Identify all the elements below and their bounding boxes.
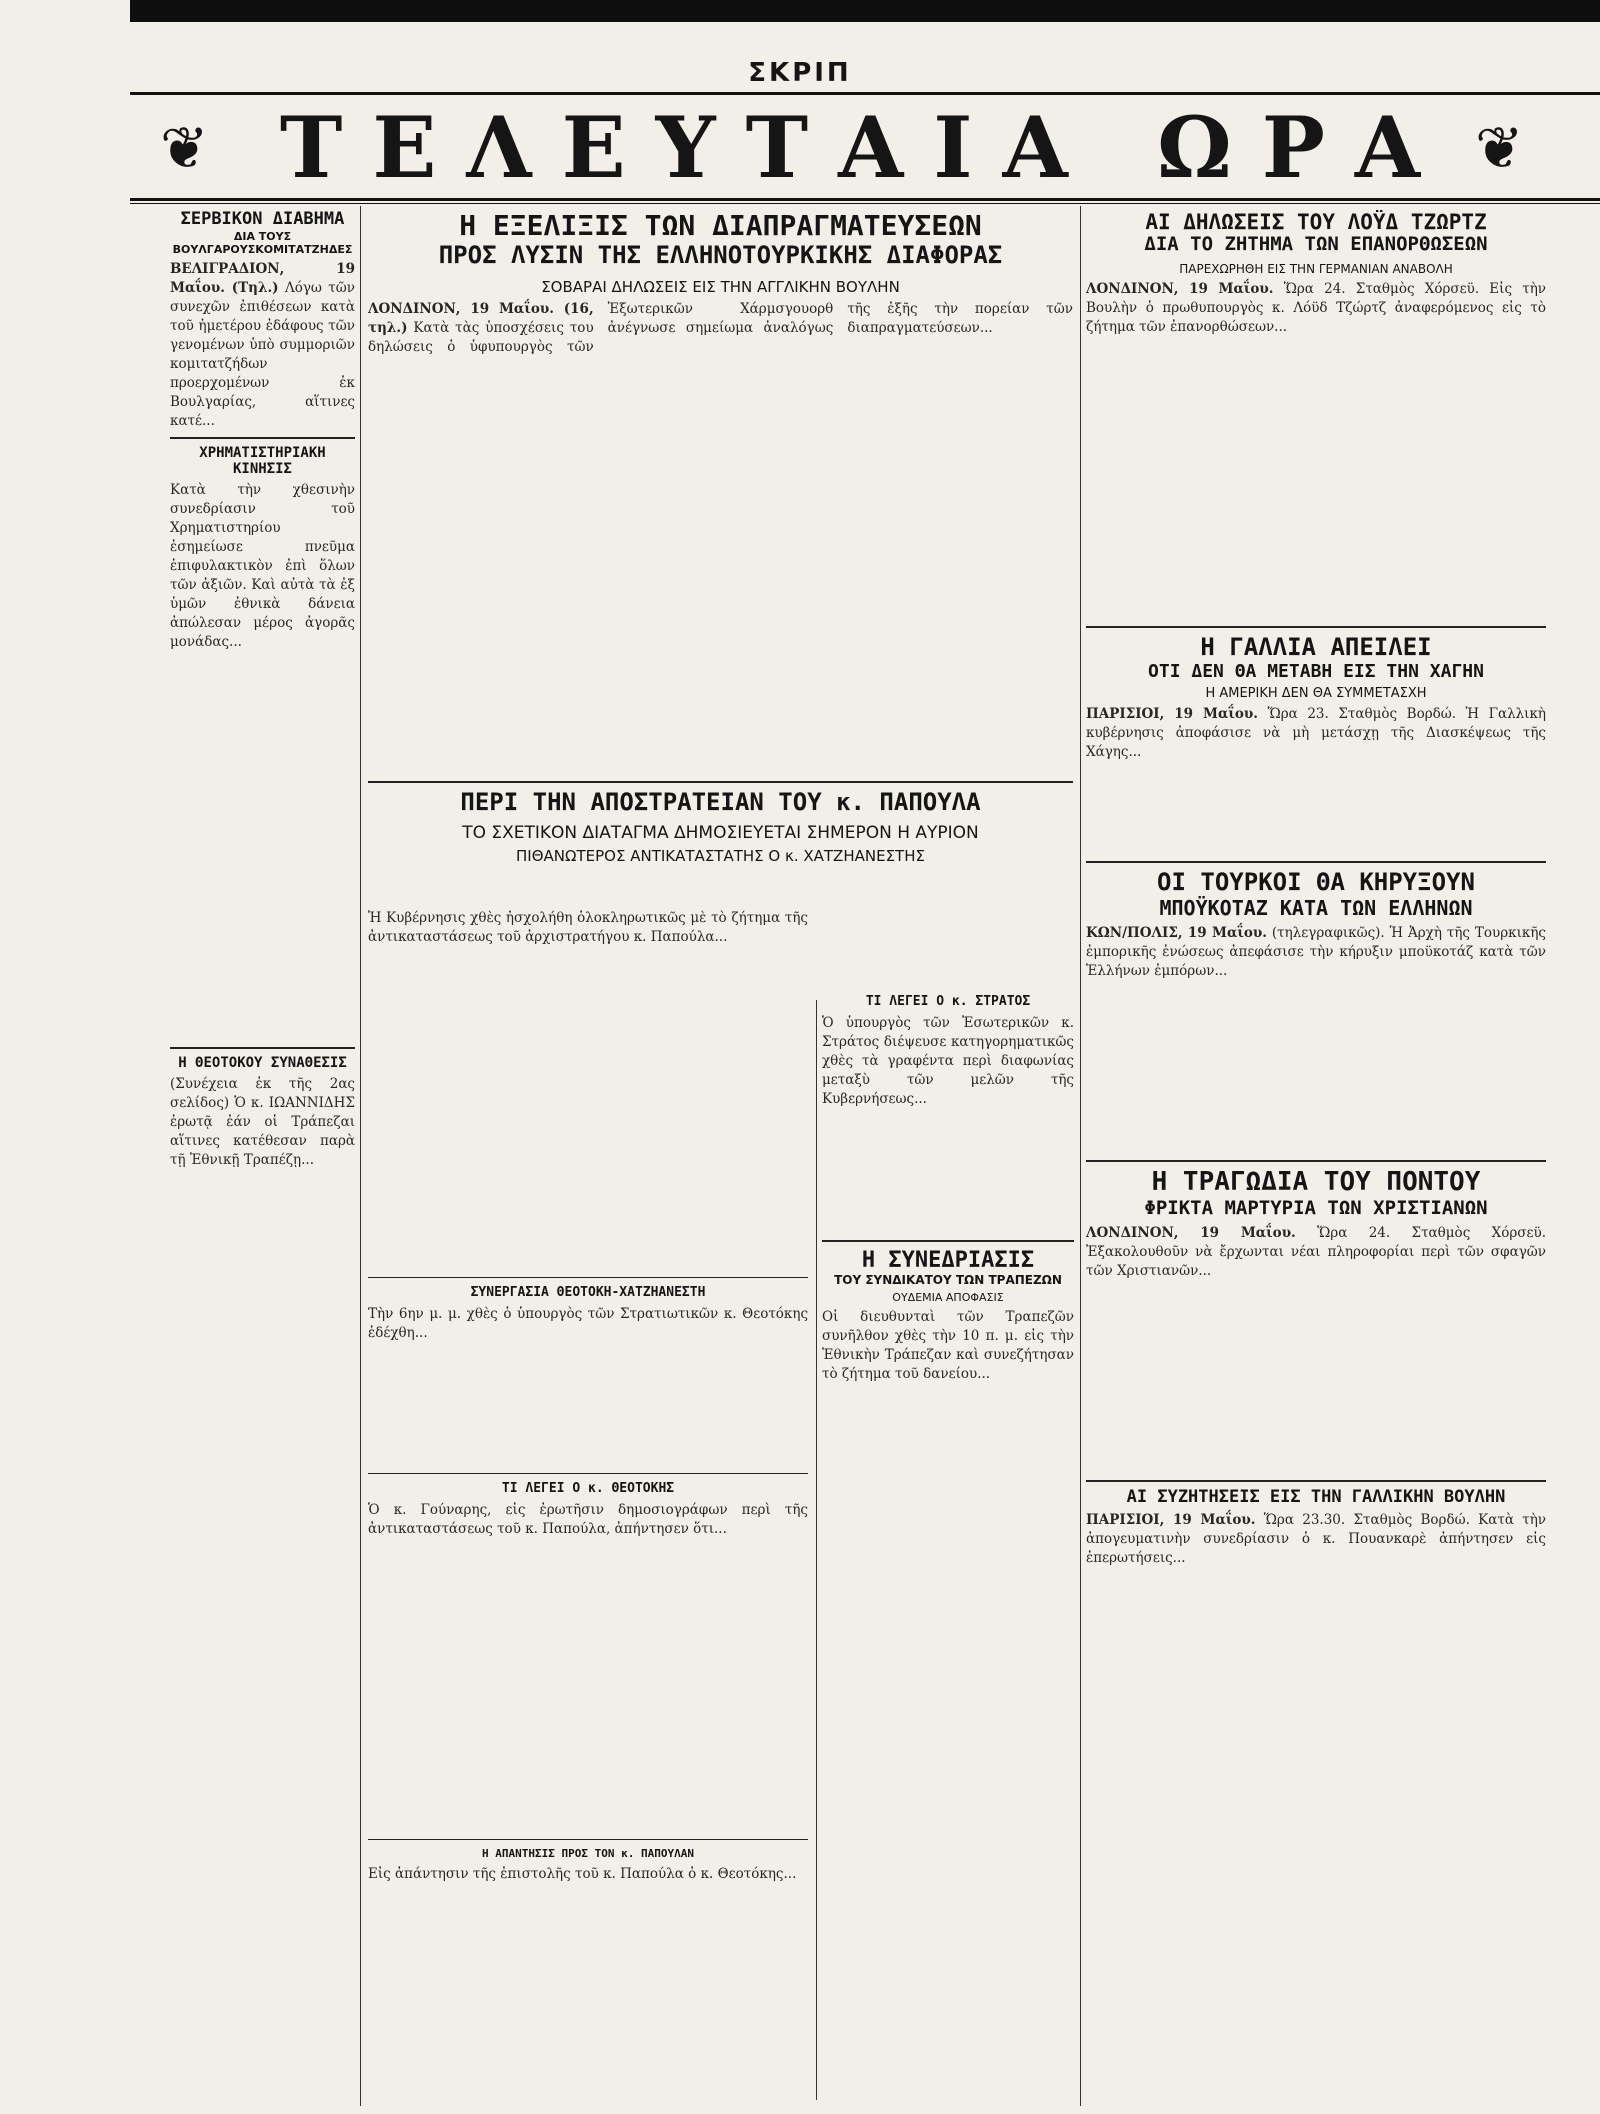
divider	[170, 437, 355, 439]
article-title: ΠΕΡΙ ΤΗΝ ΑΠΟΣΤΡΑΤΕΙΑΝ ΤΟΥ κ. ΠΑΠΟΥΛΑ	[460, 788, 981, 816]
article-dateline: ΒΕΛΙΓΡΑΔΙΟΝ, 19 Μαΐου. (Τηλ.)	[170, 260, 355, 296]
article-subtitle: ΦΡΙΚΤΑ ΜΑΡΤΥΡΙΑ ΤΩΝ ΧΡΙΣΤΙΑΝΩΝ	[1144, 1196, 1488, 1219]
article-title: Η ΘΕΟΤΟΚΟΥ ΣΥΝΑΘΕΣΙΣ	[178, 1054, 347, 1071]
article-text: Κατὰ τὰς ὑποσχέσεις του δηλώσεις ὁ ὑφυπουργὸς τῶν Ἐξωτερικῶν Χάρμσγουορθ ἀνέγνωσε σημείωμα ἀναλόγως τῆς ἐξῆς τὴν πορείαν τῶν διαπραγματεύσεων...	[368, 300, 1073, 355]
column-rule-1	[360, 206, 361, 2106]
column-left	[170, 210, 355, 2100]
article-body	[1086, 1511, 1546, 1568]
top-black-bar	[130, 0, 1600, 22]
article-body	[368, 300, 1073, 620]
article-title: ΤΙ ΛΕΓΕΙ Ο κ. ΘΕΟΤΟΚΗΣ	[501, 1480, 675, 1496]
article-title: ΟΙ ΤΟΥΡΚΟΙ ΘΑ ΚΗΡΥΞΟΥΝ	[1157, 868, 1475, 897]
article-papoulas-header	[368, 775, 1073, 900]
article-title: Η ΑΠΑΝΤΗΣΙΣ ΠΡΟΣ ΤΟΝ κ. ΠΑΠΟΥΛΑΝ	[482, 1846, 694, 1860]
masthead-ornament-left: ❦	[160, 114, 209, 182]
article-text: Ὥρα 23.30. Σταθμὸς Βορδώ. Κατὰ τὴν ἀπογευματινὴν συνεδρίασιν ὁ κ. Πουανκαρὲ ἀπήντησεν εἰς ἐπερωτήσεις...	[1086, 1512, 1546, 1567]
column-rule-2	[1080, 206, 1081, 2106]
article-body	[1086, 280, 1546, 620]
article-subtitle: ΔΙΑ ΤΟ ΖΗΤΗΜΑ ΤΩΝ ΕΠΑΝΟΡΘΩΣΕΩΝ	[1144, 233, 1488, 256]
divider	[368, 1839, 808, 1840]
article-body	[1086, 924, 1546, 1154]
article-dateline: ΠΑΡΙΣΙΟΙ, 19 Μαΐου.	[1086, 706, 1258, 723]
divider	[1086, 861, 1546, 863]
divider	[368, 781, 1073, 783]
article-body: (Συνέχεια ἐκ τῆς 2ας σελίδος) Ὁ κ. ΙΩΑΝΝΙΔΗΣ ἐρωτᾷ ἐάν οἱ Τράπεζαι αἵτινες κατέθεσαν παρὰ τῇ Ἐθνικῇ Τραπέζῃ...	[170, 1075, 355, 1168]
divider	[1086, 1480, 1546, 1482]
column-right	[1086, 210, 1546, 2100]
masthead-small-title: ΣΚΡΙΠ	[748, 58, 852, 88]
article-title: ΑΙ ΔΗΛΩΣΕΙΣ ΤΟΥ ΛΟΫΔ ΤΖΩΡΤΖ	[1145, 210, 1487, 234]
article-body: Οἱ διευθυνταὶ τῶν Τραπεζῶν συνῆλθον χθὲς τὴν 10 π. μ. εἰς τὴν Ἐθνικὴν Τράπεζαν καὶ συνεζήτησαν τὸ ζήτημα τοῦ δανείου...	[822, 1309, 1074, 1383]
article-title-line2: ΠΡΟΣ ΛΥΣΙΝ ΤΗΣ ΕΛΛΗΝΟΤΟΥΡΚΙΚΗΣ ΔΙΑΦΟΡΑΣ	[438, 241, 1003, 270]
divider	[822, 1240, 1074, 1242]
column-center-left	[368, 905, 808, 2100]
article-text: Ὥρα 24. Σταθμὸς Χόρσεϋ. Ἐξακολουθοῦν νὰ ἔρχωνται νέαι πληροφορίαι περὶ τῶν σφαγῶν τῶν Χριστιανῶν...	[1086, 1224, 1546, 1279]
masthead-rule-bottom	[130, 198, 1600, 201]
article-subtitle: ΤΟΥ ΣΥΝΔΙΚΑΤΟΥ ΤΩΝ ΤΡΑΠΕΖΩΝ	[834, 1273, 1062, 1288]
article-body	[1086, 705, 1546, 855]
article-title: Η ΣΥΝΕΔΡΙΑΣΙΣ	[861, 1247, 1035, 1273]
article-subtitle: ΣΟΒΑΡΑΙ ΔΗΛΩΣΕΙΣ ΕΙΣ ΤΗΝ ΑΓΓΛΙΚΗΝ ΒΟΥΛΗΝ	[541, 277, 900, 296]
article-title: ΤΙ ΛΕΓΕΙ Ο κ. ΣΤΡΑΤΟΣ	[865, 994, 1031, 1009]
article-dateline: ΛΟΝΔΙΝΟΝ, 19 Μαΐου.	[1086, 1224, 1296, 1241]
masthead-rule-top	[130, 92, 1600, 95]
divider	[170, 1047, 355, 1049]
article-dateline: ΠΑΡΙΣΙΟΙ, 19 Μαΐου.	[1086, 1512, 1256, 1529]
article-title: Η ΓΑΛΛΙΑ ΑΠΕΙΛΕΙ	[1200, 632, 1432, 661]
article-body: Ὁ κ. Γούναρης, εἰς ἐρωτῆσιν δημοσιογράφων περὶ τῆς ἀντικαταστάσεως τοῦ κ. Παπούλα, ἀπήντησεν ὅτι...	[368, 1501, 808, 1537]
article-text: Λόγω τῶν συνεχῶν ἐπιθέσεων κατὰ τοῦ ἡμετέρου ἐδάφους τῶν γενομένων ὑπὸ συμμοριῶν κομιτατζήδων προερχομένων ἐκ Βουλγαρίας, αἵτινες κατέ...	[170, 279, 355, 429]
divider	[368, 1277, 808, 1278]
article-title: ΣΕΡΒΙΚΟΝ ΔΙΑΒΗΜΑ	[180, 210, 345, 229]
article-subtitle-2: ΠΙΘΑΝΩΤΕΡΟΣ ΑΝΤΙΚΑΤΑΣΤΑΤΗΣ Ο κ. ΧΑΤΖΗΑΝΕΣΤΗΣ	[516, 846, 925, 865]
column-rule-3	[816, 1000, 817, 2100]
article-subtitle-2: Η ΑΜΕΡΙΚΗ ΔΕΝ ΘΑ ΣΥΜΜΕΤΑΣΧΗ	[1205, 686, 1427, 702]
article-dateline: ΛΟΝΔΙΝΟΝ, 19 Μαΐου.	[1086, 280, 1274, 297]
masthead-rule-thin	[130, 203, 1600, 204]
article-subtitle: ΜΠΟΫΚΟΤΑΖ ΚΑΤΑ ΤΩΝ ΕΛΛΗΝΩΝ	[1159, 895, 1473, 920]
masthead-title: ΤΕΛΕΥΤΑΙΑ ΩΡΑ	[279, 98, 1451, 197]
article-title: ΧΡΗΜΑΤΙΣΤΗΡΙΑΚΗ ΚΙΝΗΣΙΣ	[199, 444, 326, 477]
article-text: Ὥρα 24. Σταθμὸς Χόρσεϋ. Εἰς τὴν Βουλὴν ὁ πρωθυπουργὸς κ. Λόϋδ Τζώρτζ ἀναφερόμενος εἰς τὸ ζήτημα τῶν ἐπανορθώσεων...	[1086, 280, 1546, 335]
article-body	[170, 260, 355, 431]
article-body: Ὁ ὑπουργὸς τῶν Ἐσωτερικῶν κ. Στράτος διέψευσε κατηγορηματικῶς χθὲς τὰ γραφέντα περὶ διαφωνίας μεταξὺ τῶν μελῶν τῆς Κυβερνήσεως...	[822, 1014, 1074, 1107]
divider	[1086, 626, 1546, 628]
article-subtitle-2: ΟΥΔΕΜΙΑ ΑΠΟΦΑΣΙΣ	[892, 1291, 1004, 1305]
article-subtitle: ΔΙΑ ΤΟΥΣ ΒΟΥΛΓΑΡΟΥΣΚΟΜΙΤΑΤΖΗΔΕΣ	[172, 229, 353, 256]
divider	[1086, 1160, 1546, 1162]
divider	[368, 1473, 808, 1474]
article-dateline: ΛΟΝΔΙΝΟΝ, 19 Μαΐου. (16, τηλ.)	[368, 300, 594, 336]
article-text: Ὥρα 23. Σταθμὸς Βορδώ. Ἡ Γαλλικὴ κυβέρνησις ἀποφάσισε νὰ μὴ μετάσχῃ τῆς Διασκέψεως τῆς Χάγης...	[1086, 706, 1546, 761]
article-body	[1086, 1224, 1546, 1474]
article-text: (τηλεγραφικῶς). Ἡ Ἀρχὴ τῆς Τουρκικῆς ἐμπορικῆς ἑνώσεως ἀπεφάσισε τὴν κήρυξιν μποϋκοτάζ κατὰ τῶν Ἑλλήνων ἐμπόρων...	[1086, 924, 1546, 979]
article-body: Εἰς ἀπάντησιν τῆς ἐπιστολῆς τοῦ κ. Παπούλα ὁ κ. Θεοτόκης...	[368, 1865, 797, 1882]
article-subtitle-2: ΠΑΡΕΧΩΡΗΘΗ ΕΙΣ ΤΗΝ ΓΕΡΜΑΝΙΑΝ ΑΝΑΒΟΛΗ	[1179, 261, 1453, 276]
column-center-right	[822, 905, 1074, 2100]
article-negotiations	[368, 210, 1073, 630]
masthead-ornament-right: ❦	[1475, 114, 1524, 182]
article-subtitle: ΟΤΙ ΔΕΝ ΘΑ ΜΕΤΑΒΗ ΕΙΣ ΤΗΝ ΧΑΓΗΝ	[1148, 660, 1484, 682]
article-body: Ἡ Κυβέρνησις χθὲς ἠσχολήθη ὁλοκληρωτικῶς μὲ τὸ ζήτημα τῆς ἀντικαταστάσεως τοῦ ἀρχιστρατήγου κ. Παπούλα...	[368, 910, 808, 945]
article-subtitle: ΤΟ ΣΧΕΤΙΚΟΝ ΔΙΑΤΑΓΜΑ ΔΗΜΟΣΙΕΥΕΤΑΙ ΣΗΜΕΡΟΝ Η ΑΥΡΙΟΝ	[462, 822, 979, 843]
article-title: Η ΕΞΕΛΙΞΙΣ ΤΩΝ ΔΙΑΠΡΑΓΜΑΤΕΥΣΕΩΝ	[459, 210, 982, 242]
article-title: ΑΙ ΣΥΖΗΤΗΣΕΙΣ ΕΙΣ ΤΗΝ ΓΑΛΛΙΚΗΝ ΒΟΥΛΗΝ	[1126, 1486, 1506, 1507]
article-title: Η ΤΡΑΓΩΔΙΑ ΤΟΥ ΠΟΝΤΟΥ	[1151, 1166, 1481, 1197]
article-title: ΣΥΝΕΡΓΑΣΙΑ ΘΕΟΤΟΚΗ-ΧΑΤΖΗΑΝΕΣΤΗ	[470, 1285, 706, 1300]
article-dateline: ΚΩΝ/ΠΟΛΙΣ, 19 Μαΐου.	[1086, 924, 1267, 941]
article-body: Τὴν 6ην μ. μ. χθὲς ὁ ὑπουργὸς τῶν Στρατιωτικῶν κ. Θεοτόκης ἐδέχθη...	[368, 1305, 808, 1341]
article-body: Κατὰ τὴν χθεσινὴν συνεδρίασιν τοῦ Χρηματιστηρίου ἐσημείωσε πνεῦμα ἐπιφυλακτικὸν ἐπὶ ὅλων τῶν ἀξιῶν. Καὶ αὐτὰ τὰ ἐξ ὑμῶν ἐθνικὰ δάνεια ἀπώλεσαν μέρος ἀγορᾶς μονάδας...	[170, 481, 355, 650]
